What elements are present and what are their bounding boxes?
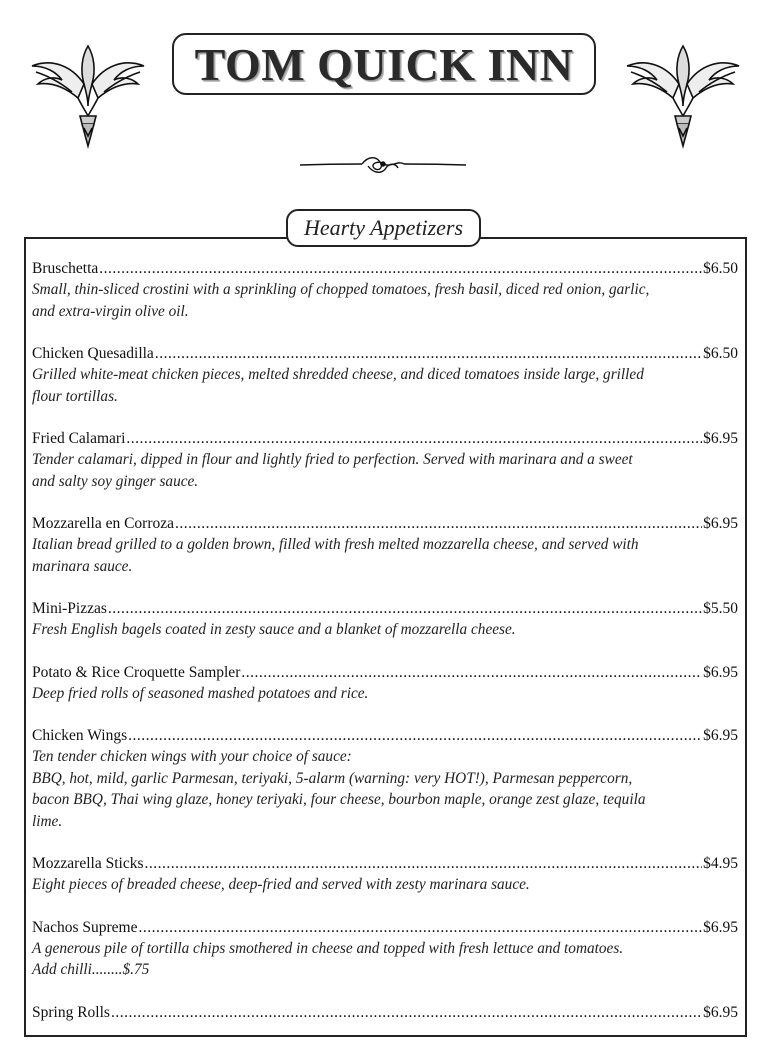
menu-item [32,662,738,705]
menu-item-description: Small, thin-sliced crostini with a sprinkling of chopped tomatoes, fresh basil, diced red onion, garlic, [32,281,650,298]
dot-leader [144,853,702,874]
menu-item-name: Chicken Wings [32,727,128,744]
menu-item-line [32,917,738,938]
menu-item-price: $5.50 [703,600,738,617]
menu-item-line [32,258,738,279]
dot-leader [155,343,702,364]
menu-item-description: Italian bread grilled to a golden brown, filled with fresh melted mozzarella cheese, and served with [32,536,639,553]
menu-item [32,853,738,896]
menu-item [32,343,738,407]
menu-item [32,1002,738,1023]
menu-item [32,258,738,322]
dot-leader [99,258,702,279]
menu-item-line [32,343,738,364]
menu-item-price: $6.95 [703,515,738,532]
dot-leader [111,1002,702,1023]
dot-leader [128,725,702,746]
title-banner [172,33,596,95]
fleur-ornament-left-icon [26,36,150,152]
menu-item-price: $6.50 [703,345,738,362]
menu-item-line [32,725,738,746]
menu-item-description: BBQ, hot, mild, garlic Parmesan, teriyaki, 5-alarm (warning: very HOT!), Parmesan peppercorn, [32,769,633,787]
menu-item-description: and extra-virgin olive oil. [32,302,189,320]
menu-item-line [32,598,738,619]
menu-item-price: $4.95 [703,855,738,872]
restaurant-title: TOM QUICK INN [194,38,574,90]
menu-item [32,598,738,641]
menu-item-name: Potato & Rice Croquette Sampler [32,663,241,681]
section-title: Hearty Appetizers [303,215,464,240]
menu-item-line [32,428,738,449]
menu-item-description: bacon BBQ, Thai wing glaze, honey teriyaki, four cheese, bourbon maple, orange zest glaze, tequila [32,791,646,808]
menu-item-price: $6.95 [703,663,738,681]
menu-item-name: Chicken Quesadilla [32,345,154,362]
menu-item-name: Fried Calamari [32,430,126,447]
menu-item-name: Bruschetta [32,260,99,277]
dot-leader [175,513,702,534]
section-label-box [286,209,481,247]
menu-item-description: Tender calamari, dipped in flour and lightly fried to perfection. Served with marinara and a sweet [32,451,633,468]
menu-items-list [32,258,738,1044]
menu-item-line [32,853,738,874]
fleur-ornament-right-icon [621,36,745,152]
menu-item-description: Add chilli........$.75 [32,961,150,978]
menu-item-description: Ten tender chicken wings with your choice of sauce: [32,748,352,765]
menu-item [32,917,738,981]
menu-item-name: Mini-Pizzas [32,600,107,617]
flourish-divider-icon [298,152,468,178]
menu-item-price: $6.95 [703,430,738,447]
menu-item-description: Eight pieces of breaded cheese, deep-fried and served with zesty marinara sauce. [32,876,530,893]
menu-item-name: Mozzarella en Corroza [32,515,175,532]
menu-item-description: Fresh English bagels coated in zesty sauce and a blanket of mozzarella cheese. [32,621,516,638]
dot-leader [241,662,702,683]
menu-item-line [32,513,738,534]
dot-leader [126,428,702,449]
menu-item-name: Nachos Supreme [32,918,138,936]
menu-item-line [32,1002,738,1023]
menu-item-price: $6.95 [703,1003,738,1021]
menu-item-description: lime. [32,812,63,830]
menu-item-description: marinara sauce. [32,557,133,575]
menu-item-line [32,662,738,683]
menu-item-price: $6.95 [703,727,738,744]
menu-item-name: Mozzarella Sticks [32,855,144,872]
menu-item-description: Deep fried rolls of seasoned mashed potatoes and rice. [32,684,369,702]
menu-item [32,513,738,577]
menu-item-description: and salty soy ginger sauce. [32,472,199,490]
menu-item-description: Grilled white-meat chicken pieces, melted shredded cheese, and diced tomatoes inside large, grilled [32,366,644,383]
menu-item [32,428,738,492]
dot-leader [108,598,702,619]
dot-leader [138,917,702,938]
menu-item-description: A generous pile of tortilla chips smothered in cheese and topped with fresh lettuce and tomatoes. [32,939,624,957]
menu-item [32,725,738,832]
menu-item-price: $6.95 [703,918,738,936]
menu-item-description: flour tortillas. [32,387,118,405]
menu-item-name: Spring Rolls [32,1003,110,1021]
menu-item-price: $6.50 [703,260,738,277]
